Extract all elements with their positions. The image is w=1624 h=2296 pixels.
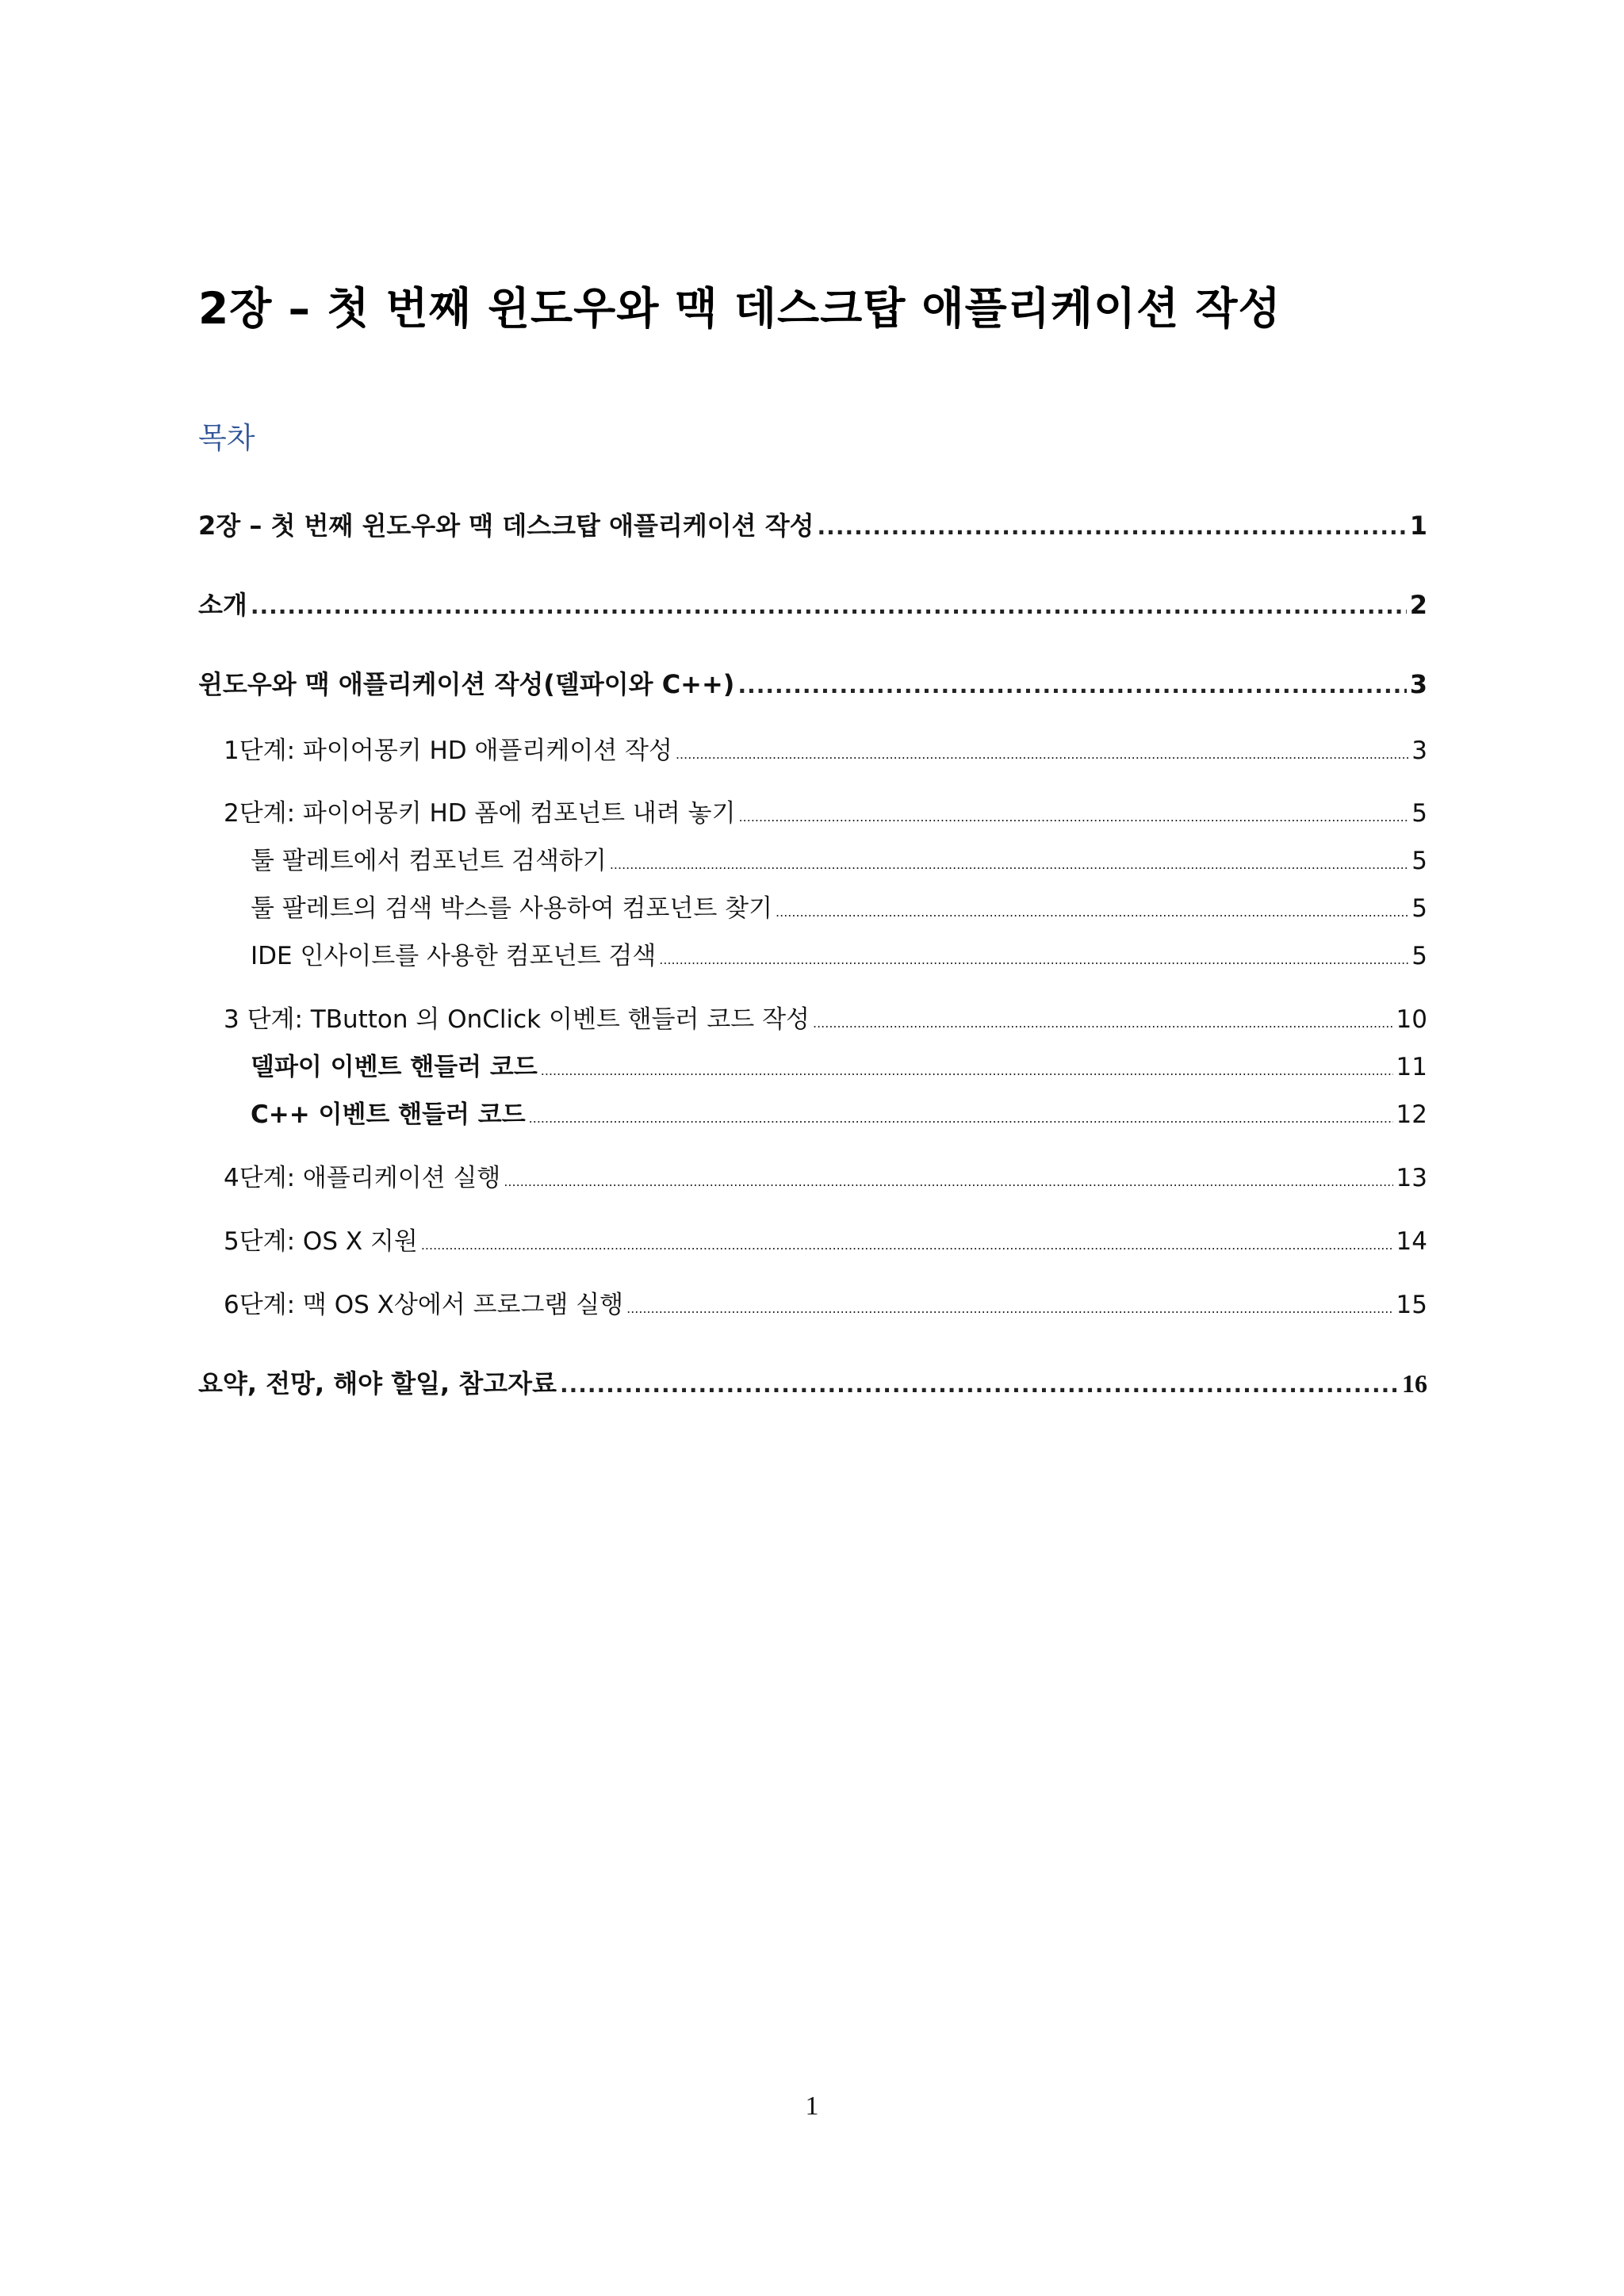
toc-entry-label: 윈도우와 맥 애플리케이션 작성(델파이와 C++)	[198, 669, 735, 699]
toc-leader-dots	[610, 857, 1408, 872]
toc-entry-label: 6단계: 맥 OS X상에서 프로그램 실행	[224, 1291, 624, 1319]
toc-entry-page: 3	[1411, 737, 1427, 765]
toc-entry-step2[interactable]	[224, 793, 1427, 828]
toc-entry-label: 1단계: 파이어몽키 HD 애플리케이션 작성	[224, 737, 672, 765]
toc-entry-summary[interactable]	[198, 1364, 1427, 1400]
toc-leader-dots	[813, 1016, 1393, 1031]
toc-leader-dots	[421, 1238, 1393, 1253]
toc-leader-dots	[659, 952, 1408, 967]
toc-entry-label: 4단계: 애플리케이션 실행	[224, 1164, 501, 1192]
toc-leader-dots	[737, 672, 1406, 698]
document-title: 2장 – 첫 번째 윈도우와 맥 데스크탑 애플리케이션 작성	[198, 283, 1281, 334]
toc-entry-label: 2장 – 첫 번째 윈도우와 맥 데스크탑 애플리케이션 작성	[198, 511, 814, 541]
toc-entry-build-apps[interactable]	[198, 664, 1427, 701]
toc-entry-label: 요약, 전망, 해야 할일, 참고자료	[198, 1368, 557, 1399]
toc-entry-page: 5	[1411, 942, 1427, 970]
toc-entry-page: 2	[1409, 590, 1427, 620]
toc-leader-dots	[529, 1111, 1393, 1126]
toc-entry-step4[interactable]	[224, 1158, 1427, 1193]
toc-leader-dots	[818, 514, 1407, 540]
toc-entry-step1[interactable]	[224, 730, 1427, 766]
toc-entry-tool-palette-search[interactable]	[251, 840, 1427, 876]
toc-leader-dots	[504, 1174, 1392, 1189]
toc-entry-page: 15	[1396, 1291, 1427, 1319]
toc-entry-label: 소개	[198, 590, 247, 620]
toc-leader-dots	[776, 905, 1408, 920]
toc-leader-dots	[739, 809, 1409, 825]
toc-entry-cpp-handler[interactable]	[251, 1094, 1427, 1130]
toc-entry-page: 5	[1411, 799, 1427, 828]
toc-entry-label: IDE 인사이트를 사용한 컴포넌트 검색	[251, 942, 657, 970]
toc-leader-dots	[251, 593, 1407, 619]
toc-entry-page: 16	[1402, 1369, 1427, 1398]
toc-leader-dots	[626, 1301, 1392, 1316]
toc-leader-dots	[560, 1372, 1399, 1398]
toc-entry-step6[interactable]	[224, 1284, 1427, 1320]
toc-entry-label: 툴 팔레트에서 컴포넌트 검색하기	[251, 847, 607, 875]
toc-entry-delphi-handler[interactable]	[251, 1047, 1427, 1082]
toc-entry-label: 2단계: 파이어몽키 HD 폼에 컴포넌트 내려 놓기	[224, 799, 736, 828]
toc-entry-page: 5	[1411, 894, 1427, 923]
toc-entry-page: 14	[1396, 1227, 1427, 1256]
toc-entry-label: 툴 팔레트의 검색 박스를 사용하여 컴포넌트 찾기	[251, 894, 773, 923]
toc-entry-page: 12	[1396, 1100, 1427, 1129]
toc-heading: 목차	[198, 421, 255, 455]
toc-entry-label: 5단계: OS X 지원	[224, 1227, 418, 1256]
toc-entry-page: 13	[1396, 1164, 1427, 1192]
toc-entry-page: 10	[1396, 1005, 1427, 1034]
toc-entry-label: C++ 이벤트 핸들러 코드	[251, 1100, 526, 1129]
toc-entry-introduction[interactable]	[198, 585, 1427, 622]
toc-entry-page: 3	[1409, 669, 1427, 699]
toc-entry-page: 5	[1411, 847, 1427, 875]
toc-entry-label: 델파이 이벤트 핸들러 코드	[251, 1053, 538, 1081]
toc-entry-chapter2[interactable]	[198, 506, 1427, 542]
toc-entry-step5[interactable]	[224, 1221, 1427, 1257]
toc-entry-step3[interactable]	[224, 999, 1427, 1035]
toc-entry-ide-insight[interactable]	[251, 936, 1427, 971]
toc-entry-page: 1	[1409, 511, 1427, 541]
page-number: 1	[805, 2091, 819, 2121]
toc-leader-dots	[541, 1063, 1393, 1078]
toc-entry-search-box[interactable]	[251, 888, 1427, 924]
toc-leader-dots	[676, 747, 1408, 762]
toc-entry-page: 11	[1396, 1053, 1427, 1081]
toc-entry-label: 3 단계: TButton 의 OnClick 이벤트 핸들러 코드 작성	[224, 1005, 810, 1034]
